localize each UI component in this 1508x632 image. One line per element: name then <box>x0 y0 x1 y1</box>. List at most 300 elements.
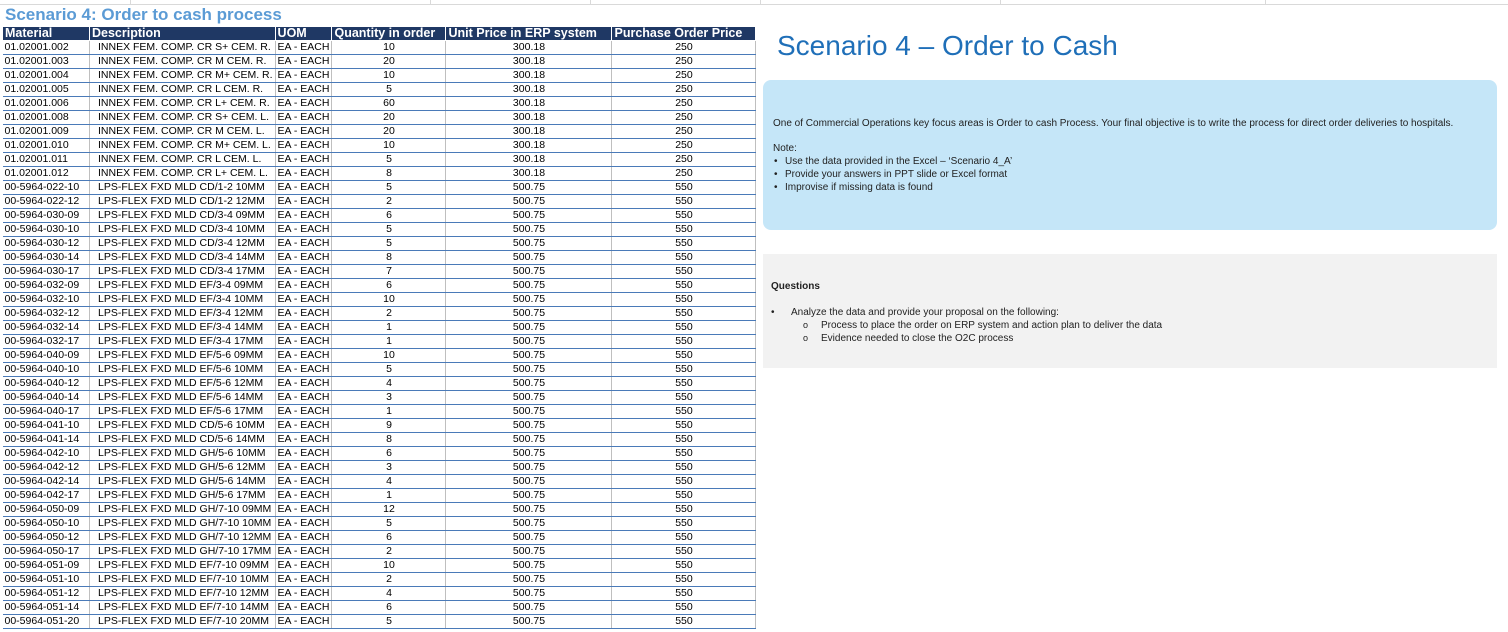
cell-description[interactable]: LPS-FLEX FXD MLD GH/5-6 14MM <box>90 475 276 489</box>
cell-uom[interactable]: EA - EACH <box>275 447 332 461</box>
cell-po-price[interactable]: 550 <box>612 181 756 195</box>
cell-po-price[interactable]: 550 <box>612 475 756 489</box>
cell-material[interactable]: 00-5964-040-17 <box>3 405 90 419</box>
cell-material[interactable]: 00-5964-041-14 <box>3 433 90 447</box>
cell-unit-price[interactable]: 500.75 <box>446 531 612 545</box>
cell-unit-price[interactable]: 500.75 <box>446 405 612 419</box>
cell-unit-price[interactable]: 300.18 <box>446 55 612 69</box>
cell-description[interactable]: LPS-FLEX FXD MLD EF/5-6 17MM <box>90 405 276 419</box>
cell-quantity[interactable]: 1 <box>332 335 446 349</box>
cell-quantity[interactable]: 10 <box>332 41 446 55</box>
cell-unit-price[interactable]: 500.75 <box>446 293 612 307</box>
cell-quantity[interactable]: 1 <box>332 405 446 419</box>
table-row <box>3 461 756 475</box>
table-row <box>3 83 756 97</box>
cell-material[interactable]: 00-5964-022-12 <box>3 195 90 209</box>
cell-description[interactable]: INNEX FEM. COMP. CR L+ CEM. L. <box>90 167 276 181</box>
cell-unit-price[interactable]: 300.18 <box>446 69 612 83</box>
cell-po-price[interactable]: 550 <box>612 349 756 363</box>
cell-unit-price[interactable]: 500.75 <box>446 503 612 517</box>
cell-po-price[interactable]: 550 <box>612 307 756 321</box>
cell-unit-price[interactable]: 500.75 <box>446 587 612 601</box>
cell-material[interactable]: 00-5964-051-14 <box>3 601 90 615</box>
cell-po-price[interactable]: 550 <box>612 545 756 559</box>
table-row <box>3 181 756 195</box>
cell-quantity[interactable]: 10 <box>332 559 446 573</box>
cell-uom[interactable]: EA - EACH <box>275 167 332 181</box>
cell-po-price[interactable]: 250 <box>612 97 756 111</box>
bullet-icon: • <box>771 307 775 318</box>
cell-material[interactable]: 01.02001.004 <box>3 69 90 83</box>
cell-uom[interactable]: EA - EACH <box>275 41 332 55</box>
cell-description[interactable]: LPS-FLEX FXD MLD EF/7-10 14MM <box>90 601 276 615</box>
cell-description[interactable]: LPS-FLEX FXD MLD EF/5-6 10MM <box>90 363 276 377</box>
cell-uom[interactable]: EA - EACH <box>275 251 332 265</box>
cell-po-price[interactable]: 550 <box>612 433 756 447</box>
cell-quantity[interactable]: 6 <box>332 601 446 615</box>
cell-uom[interactable]: EA - EACH <box>275 125 332 139</box>
cell-description[interactable]: LPS-FLEX FXD MLD GH/7-10 09MM <box>90 503 276 517</box>
cell-description[interactable]: LPS-FLEX FXD MLD EF/5-6 09MM <box>90 349 276 363</box>
cell-unit-price[interactable]: 500.75 <box>446 209 612 223</box>
column-header-po-price[interactable]: Purchase Order Price <box>612 27 756 41</box>
cell-material[interactable]: 01.02001.010 <box>3 139 90 153</box>
cell-quantity[interactable]: 2 <box>332 307 446 321</box>
cell-uom[interactable]: EA - EACH <box>275 307 332 321</box>
cell-material[interactable]: 00-5964-042-17 <box>3 489 90 503</box>
cell-po-price[interactable]: 550 <box>612 573 756 587</box>
cell-unit-price[interactable]: 500.75 <box>446 391 612 405</box>
cell-po-price[interactable]: 550 <box>612 279 756 293</box>
cell-unit-price[interactable]: 500.75 <box>446 545 612 559</box>
cell-quantity[interactable]: 5 <box>332 83 446 97</box>
column-separator <box>430 0 431 4</box>
cell-unit-price[interactable]: 500.75 <box>446 461 612 475</box>
cell-uom[interactable]: EA - EACH <box>275 461 332 475</box>
sheet-title: Scenario 4: Order to cash process <box>5 5 282 24</box>
table-row <box>3 349 756 363</box>
cell-unit-price[interactable]: 500.75 <box>446 447 612 461</box>
cell-material[interactable]: 00-5964-030-09 <box>3 209 90 223</box>
cell-uom[interactable]: EA - EACH <box>275 545 332 559</box>
table-row <box>3 405 756 419</box>
cell-quantity[interactable]: 7 <box>332 265 446 279</box>
cell-unit-price[interactable]: 300.18 <box>446 153 612 167</box>
note-item: • Improvise if missing data is found <box>773 181 1487 194</box>
cell-description[interactable]: LPS-FLEX FXD MLD GH/5-6 17MM <box>90 489 276 503</box>
cell-quantity[interactable]: 8 <box>332 167 446 181</box>
cell-description[interactable]: INNEX FEM. COMP. CR S+ CEM. R. <box>90 41 276 55</box>
cell-po-price[interactable]: 550 <box>612 293 756 307</box>
table-row <box>3 615 756 629</box>
cell-unit-price[interactable]: 500.75 <box>446 349 612 363</box>
cell-unit-price[interactable]: 500.75 <box>446 251 612 265</box>
cell-unit-price[interactable]: 500.75 <box>446 307 612 321</box>
cell-description[interactable]: LPS-FLEX FXD MLD CD/5-6 14MM <box>90 433 276 447</box>
cell-unit-price[interactable]: 500.75 <box>446 517 612 531</box>
cell-uom[interactable]: EA - EACH <box>275 391 332 405</box>
cell-quantity[interactable]: 10 <box>332 349 446 363</box>
cell-uom[interactable]: EA - EACH <box>275 111 332 125</box>
cell-description[interactable]: LPS-FLEX FXD MLD EF/7-10 12MM <box>90 587 276 601</box>
cell-material[interactable]: 00-5964-051-10 <box>3 573 90 587</box>
table-row <box>3 293 756 307</box>
cell-po-price[interactable]: 550 <box>612 335 756 349</box>
cell-unit-price[interactable]: 500.75 <box>446 279 612 293</box>
cell-material[interactable]: 00-5964-040-14 <box>3 391 90 405</box>
cell-po-price[interactable]: 550 <box>612 195 756 209</box>
cell-description[interactable]: LPS-FLEX FXD MLD CD/1-2 12MM <box>90 195 276 209</box>
cell-material[interactable]: 01.02001.005 <box>3 83 90 97</box>
cell-unit-price[interactable]: 500.75 <box>446 615 612 629</box>
cell-po-price[interactable]: 250 <box>612 83 756 97</box>
cell-po-price[interactable]: 250 <box>612 111 756 125</box>
cell-po-price[interactable]: 550 <box>612 503 756 517</box>
column-separator <box>1265 0 1266 4</box>
cell-quantity[interactable]: 9 <box>332 419 446 433</box>
cell-quantity[interactable]: 2 <box>332 545 446 559</box>
cell-unit-price[interactable]: 300.18 <box>446 139 612 153</box>
cell-po-price[interactable]: 550 <box>612 489 756 503</box>
cell-po-price[interactable]: 550 <box>612 447 756 461</box>
table-row <box>3 335 756 349</box>
column-separator <box>760 0 761 4</box>
cell-unit-price[interactable]: 300.18 <box>446 125 612 139</box>
cell-unit-price[interactable]: 500.75 <box>446 237 612 251</box>
cell-uom[interactable]: EA - EACH <box>275 97 332 111</box>
cell-unit-price[interactable]: 300.18 <box>446 83 612 97</box>
column-header-material[interactable]: Material <box>3 27 90 41</box>
cell-material[interactable]: 00-5964-051-09 <box>3 559 90 573</box>
cell-quantity[interactable]: 5 <box>332 615 446 629</box>
cell-uom[interactable]: EA - EACH <box>275 573 332 587</box>
cell-quantity[interactable]: 5 <box>332 223 446 237</box>
table-row <box>3 601 756 615</box>
cell-quantity[interactable]: 8 <box>332 433 446 447</box>
cell-material[interactable]: 01.02001.006 <box>3 97 90 111</box>
cell-description[interactable]: LPS-FLEX FXD MLD EF/3-4 12MM <box>90 307 276 321</box>
cell-material[interactable]: 01.02001.011 <box>3 153 90 167</box>
cell-uom[interactable]: EA - EACH <box>275 223 332 237</box>
column-header-description[interactable]: Description <box>90 27 276 41</box>
cell-uom[interactable]: EA - EACH <box>275 405 332 419</box>
cell-material[interactable]: 01.02001.012 <box>3 167 90 181</box>
cell-unit-price[interactable]: 500.75 <box>446 223 612 237</box>
cell-material[interactable]: 00-5964-032-12 <box>3 307 90 321</box>
cell-po-price[interactable]: 550 <box>612 265 756 279</box>
cell-description[interactable]: LPS-FLEX FXD MLD CD/3-4 14MM <box>90 251 276 265</box>
cell-quantity[interactable]: 6 <box>332 209 446 223</box>
cell-description[interactable]: LPS-FLEX FXD MLD EF/3-4 10MM <box>90 293 276 307</box>
cell-unit-price[interactable]: 500.75 <box>446 475 612 489</box>
cell-material[interactable]: 00-5964-030-12 <box>3 237 90 251</box>
cell-uom[interactable]: EA - EACH <box>275 335 332 349</box>
cell-material[interactable]: 00-5964-032-14 <box>3 321 90 335</box>
cell-uom[interactable]: EA - EACH <box>275 279 332 293</box>
cell-po-price[interactable]: 250 <box>612 69 756 83</box>
table-header-row <box>3 27 756 41</box>
cell-uom[interactable]: EA - EACH <box>275 531 332 545</box>
cell-material[interactable]: 00-5964-050-12 <box>3 531 90 545</box>
cell-material[interactable]: 00-5964-022-10 <box>3 181 90 195</box>
cell-material[interactable]: 01.02001.003 <box>3 55 90 69</box>
cell-unit-price[interactable]: 300.18 <box>446 167 612 181</box>
cell-po-price[interactable]: 550 <box>612 209 756 223</box>
cell-uom[interactable]: EA - EACH <box>275 419 332 433</box>
cell-uom[interactable]: EA - EACH <box>275 377 332 391</box>
cell-material[interactable]: 00-5964-040-09 <box>3 349 90 363</box>
cell-uom[interactable]: EA - EACH <box>275 55 332 69</box>
cell-description[interactable]: LPS-FLEX FXD MLD CD/1-2 10MM <box>90 181 276 195</box>
cell-quantity[interactable]: 5 <box>332 153 446 167</box>
cell-uom[interactable]: EA - EACH <box>275 265 332 279</box>
cell-uom[interactable]: EA - EACH <box>275 433 332 447</box>
table-row <box>3 195 756 209</box>
cell-uom[interactable]: EA - EACH <box>275 503 332 517</box>
cell-quantity[interactable]: 1 <box>332 489 446 503</box>
cell-quantity[interactable]: 20 <box>332 111 446 125</box>
cell-material[interactable]: 01.02001.008 <box>3 111 90 125</box>
cell-uom[interactable]: EA - EACH <box>275 195 332 209</box>
cell-material[interactable]: 01.02001.002 <box>3 41 90 55</box>
table-row <box>3 391 756 405</box>
cell-quantity[interactable]: 3 <box>332 391 446 405</box>
cell-quantity[interactable]: 10 <box>332 293 446 307</box>
cell-unit-price[interactable]: 500.75 <box>446 335 612 349</box>
cell-description[interactable]: INNEX FEM. COMP. CR M+ CEM. R. <box>90 69 276 83</box>
cell-unit-price[interactable]: 500.75 <box>446 601 612 615</box>
cell-unit-price[interactable]: 500.75 <box>446 321 612 335</box>
cell-uom[interactable]: EA - EACH <box>275 139 332 153</box>
cell-material[interactable]: 00-5964-040-10 <box>3 363 90 377</box>
cell-material[interactable]: 00-5964-051-12 <box>3 587 90 601</box>
cell-po-price[interactable]: 550 <box>612 559 756 573</box>
cell-po-price[interactable]: 550 <box>612 615 756 629</box>
column-header-uom[interactable]: UOM <box>275 27 332 41</box>
cell-uom[interactable]: EA - EACH <box>275 363 332 377</box>
cell-uom[interactable]: EA - EACH <box>275 321 332 335</box>
cell-po-price[interactable]: 550 <box>612 531 756 545</box>
cell-description[interactable]: LPS-FLEX FXD MLD EF/3-4 09MM <box>90 279 276 293</box>
cell-unit-price[interactable]: 300.18 <box>446 111 612 125</box>
table-row <box>3 55 756 69</box>
cell-description[interactable]: LPS-FLEX FXD MLD EF/3-4 14MM <box>90 321 276 335</box>
cell-description[interactable]: LPS-FLEX FXD MLD GH/7-10 12MM <box>90 531 276 545</box>
cell-po-price[interactable]: 250 <box>612 153 756 167</box>
cell-description[interactable]: LPS-FLEX FXD MLD EF/3-4 17MM <box>90 335 276 349</box>
cell-uom[interactable]: EA - EACH <box>275 349 332 363</box>
table-row <box>3 489 756 503</box>
cell-quantity[interactable]: 4 <box>332 475 446 489</box>
cell-quantity[interactable]: 60 <box>332 97 446 111</box>
cell-material[interactable]: 00-5964-042-10 <box>3 447 90 461</box>
table-row <box>3 573 756 587</box>
cell-description[interactable]: INNEX FEM. COMP. CR S+ CEM. L. <box>90 111 276 125</box>
cell-description[interactable]: LPS-FLEX FXD MLD CD/5-6 10MM <box>90 419 276 433</box>
question-subitem: o Process to place the order on ERP system and action plan to deliver the data <box>803 319 1489 332</box>
table-row <box>3 447 756 461</box>
cell-po-price[interactable]: 550 <box>612 251 756 265</box>
cell-description[interactable]: LPS-FLEX FXD MLD GH/7-10 10MM <box>90 517 276 531</box>
cell-quantity[interactable]: 4 <box>332 377 446 391</box>
questions-panel <box>763 254 1497 368</box>
cell-description[interactable]: INNEX FEM. COMP. CR L+ CEM. R. <box>90 97 276 111</box>
cell-description[interactable]: LPS-FLEX FXD MLD CD/3-4 17MM <box>90 265 276 279</box>
cell-uom[interactable]: EA - EACH <box>275 69 332 83</box>
column-header-quantity[interactable]: Quantity in order <box>332 27 446 41</box>
cell-po-price[interactable]: 550 <box>612 587 756 601</box>
cell-quantity[interactable]: 1 <box>332 321 446 335</box>
cell-material[interactable]: 00-5964-051-20 <box>3 615 90 629</box>
table-row <box>3 531 756 545</box>
cell-uom[interactable]: EA - EACH <box>275 293 332 307</box>
column-separator <box>1000 0 1001 4</box>
cell-description[interactable]: INNEX FEM. COMP. CR L CEM. L. <box>90 153 276 167</box>
cell-unit-price[interactable]: 500.75 <box>446 433 612 447</box>
cell-description[interactable]: INNEX FEM. COMP. CR M CEM. L. <box>90 125 276 139</box>
table-row <box>3 41 756 55</box>
cell-material[interactable]: 00-5964-041-10 <box>3 419 90 433</box>
cell-po-price[interactable]: 550 <box>612 321 756 335</box>
cell-quantity[interactable]: 10 <box>332 139 446 153</box>
cell-uom[interactable]: EA - EACH <box>275 237 332 251</box>
cell-description[interactable]: INNEX FEM. COMP. CR M+ CEM. L. <box>90 139 276 153</box>
cell-quantity[interactable]: 4 <box>332 587 446 601</box>
cell-po-price[interactable]: 250 <box>612 167 756 181</box>
order-data-table <box>2 26 756 629</box>
cell-unit-price[interactable]: 300.18 <box>446 41 612 55</box>
cell-quantity[interactable]: 20 <box>332 125 446 139</box>
cell-material[interactable]: 00-5964-030-14 <box>3 251 90 265</box>
cell-uom[interactable]: EA - EACH <box>275 489 332 503</box>
table-row <box>3 97 756 111</box>
cell-material[interactable]: 00-5964-032-09 <box>3 279 90 293</box>
cell-unit-price[interactable]: 500.75 <box>446 181 612 195</box>
cell-po-price[interactable]: 250 <box>612 125 756 139</box>
cell-quantity[interactable]: 10 <box>332 69 446 83</box>
table-row <box>3 475 756 489</box>
cell-po-price[interactable]: 550 <box>612 237 756 251</box>
questions-title: Questions <box>771 281 820 292</box>
cell-material[interactable]: 00-5964-030-17 <box>3 265 90 279</box>
cell-po-price[interactable]: 250 <box>612 139 756 153</box>
cell-po-price[interactable]: 550 <box>612 419 756 433</box>
cell-uom[interactable]: EA - EACH <box>275 601 332 615</box>
cell-quantity[interactable]: 20 <box>332 55 446 69</box>
cell-description[interactable]: LPS-FLEX FXD MLD CD/3-4 09MM <box>90 209 276 223</box>
cell-po-price[interactable]: 550 <box>612 391 756 405</box>
cell-description[interactable]: LPS-FLEX FXD MLD GH/5-6 10MM <box>90 447 276 461</box>
cell-po-price[interactable]: 550 <box>612 363 756 377</box>
cell-quantity[interactable]: 2 <box>332 573 446 587</box>
cell-material[interactable]: 00-5964-032-10 <box>3 293 90 307</box>
table-row <box>3 251 756 265</box>
table-row <box>3 167 756 181</box>
cell-po-price[interactable]: 550 <box>612 405 756 419</box>
cell-quantity[interactable]: 8 <box>332 251 446 265</box>
question-sublist <box>771 319 1489 345</box>
cell-quantity[interactable]: 6 <box>332 531 446 545</box>
cell-description[interactable]: LPS-FLEX FXD MLD GH/5-6 12MM <box>90 461 276 475</box>
cell-description[interactable]: LPS-FLEX FXD MLD CD/3-4 12MM <box>90 237 276 251</box>
column-header-unit-price[interactable]: Unit Price in ERP system <box>446 27 612 41</box>
cell-uom[interactable]: EA - EACH <box>275 475 332 489</box>
cell-quantity[interactable]: 6 <box>332 279 446 293</box>
cell-unit-price[interactable]: 500.75 <box>446 419 612 433</box>
cell-description[interactable]: LPS-FLEX FXD MLD EF/5-6 12MM <box>90 377 276 391</box>
cell-material[interactable]: 00-5964-042-12 <box>3 461 90 475</box>
table-row <box>3 111 756 125</box>
cell-description[interactable]: LPS-FLEX FXD MLD EF/7-10 10MM <box>90 573 276 587</box>
cell-quantity[interactable]: 12 <box>332 503 446 517</box>
cell-po-price[interactable]: 550 <box>612 517 756 531</box>
cell-quantity[interactable]: 3 <box>332 461 446 475</box>
cell-unit-price[interactable]: 500.75 <box>446 195 612 209</box>
cell-material[interactable]: 00-5964-050-10 <box>3 517 90 531</box>
cell-description[interactable]: LPS-FLEX FXD MLD EF/7-10 09MM <box>90 559 276 573</box>
cell-material[interactable]: 00-5964-050-09 <box>3 503 90 517</box>
cell-material[interactable]: 00-5964-050-17 <box>3 545 90 559</box>
cell-quantity[interactable]: 6 <box>332 447 446 461</box>
cell-description[interactable]: LPS-FLEX FXD MLD EF/5-6 14MM <box>90 391 276 405</box>
cell-po-price[interactable]: 550 <box>612 223 756 237</box>
cell-uom[interactable]: EA - EACH <box>275 559 332 573</box>
cell-unit-price[interactable]: 500.75 <box>446 377 612 391</box>
cell-unit-price[interactable]: 500.75 <box>446 573 612 587</box>
cell-po-price[interactable]: 550 <box>612 601 756 615</box>
table-row <box>3 377 756 391</box>
cell-material[interactable]: 00-5964-040-12 <box>3 377 90 391</box>
cell-po-price[interactable]: 550 <box>612 461 756 475</box>
cell-quantity[interactable]: 5 <box>332 517 446 531</box>
cell-quantity[interactable]: 2 <box>332 195 446 209</box>
table-row <box>3 153 756 167</box>
cell-unit-price[interactable]: 500.75 <box>446 559 612 573</box>
cell-unit-price[interactable]: 500.75 <box>446 489 612 503</box>
cell-material[interactable]: 00-5964-030-10 <box>3 223 90 237</box>
table-row <box>3 321 756 335</box>
cell-quantity[interactable]: 5 <box>332 181 446 195</box>
column-separator <box>590 0 591 4</box>
cell-uom[interactable]: EA - EACH <box>275 209 332 223</box>
table-row <box>3 237 756 251</box>
cell-unit-price[interactable]: 300.18 <box>446 97 612 111</box>
cell-description[interactable]: INNEX FEM. COMP. CR M CEM. R. <box>90 55 276 69</box>
cell-po-price[interactable]: 550 <box>612 377 756 391</box>
cell-material[interactable]: 01.02001.009 <box>3 125 90 139</box>
cell-uom[interactable]: EA - EACH <box>275 587 332 601</box>
cell-unit-price[interactable]: 500.75 <box>446 363 612 377</box>
cell-description[interactable]: INNEX FEM. COMP. CR L CEM. R. <box>90 83 276 97</box>
cell-material[interactable]: 00-5964-032-17 <box>3 335 90 349</box>
cell-unit-price[interactable]: 500.75 <box>446 265 612 279</box>
cell-po-price[interactable]: 250 <box>612 55 756 69</box>
cell-uom[interactable]: EA - EACH <box>275 153 332 167</box>
cell-description[interactable]: LPS-FLEX FXD MLD GH/7-10 17MM <box>90 545 276 559</box>
table-row <box>3 125 756 139</box>
cell-description[interactable]: LPS-FLEX FXD MLD EF/7-10 20MM <box>90 615 276 629</box>
cell-uom[interactable]: EA - EACH <box>275 181 332 195</box>
cell-quantity[interactable]: 5 <box>332 363 446 377</box>
cell-uom[interactable]: EA - EACH <box>275 615 332 629</box>
notes-list <box>773 155 1487 194</box>
cell-material[interactable]: 00-5964-042-14 <box>3 475 90 489</box>
cell-uom[interactable]: EA - EACH <box>275 83 332 97</box>
cell-quantity[interactable]: 5 <box>332 237 446 251</box>
cell-uom[interactable]: EA - EACH <box>275 517 332 531</box>
cell-description[interactable]: LPS-FLEX FXD MLD CD/3-4 10MM <box>90 223 276 237</box>
cell-po-price[interactable]: 250 <box>612 41 756 55</box>
